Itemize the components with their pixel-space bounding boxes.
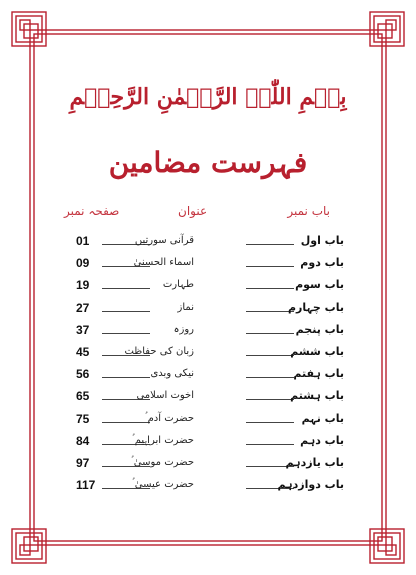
header-topic: عنوان [178, 204, 208, 218]
page-number: 45 [76, 345, 90, 359]
corner-ornament-top-right [370, 12, 404, 46]
table-row [0, 297, 416, 319]
topic-title: زبان کی حفاظت [124, 346, 194, 357]
table-row [0, 252, 416, 274]
chapter-label: باب اول [300, 234, 344, 247]
chapter-label: باب پنجم [295, 322, 344, 336]
table-row [0, 408, 416, 430]
chapter-label: باب سوم [295, 278, 344, 292]
chapter-label: باب ہشتم [290, 389, 344, 403]
leader-line [246, 355, 294, 356]
page-number: 27 [76, 300, 90, 315]
corner-ornament-bottom-right [370, 529, 404, 563]
table-row [0, 430, 416, 452]
corner-ornament-top-left [12, 12, 46, 46]
header-chapter-number: باب نمبر [287, 204, 330, 218]
topic-title: طہارت [162, 279, 194, 291]
leader-line [246, 288, 294, 289]
leader-line [246, 333, 294, 334]
chapter-label: باب چہارم [287, 300, 344, 314]
leader-line [246, 444, 294, 445]
table-row [0, 274, 416, 296]
topic-title: روزہ [173, 323, 194, 335]
leader-line [246, 266, 294, 267]
leader-line [246, 422, 294, 423]
page-number: 56 [76, 367, 90, 382]
leader-line [246, 311, 294, 312]
chapter-label: باب یازدہم [285, 456, 344, 469]
page-number: 37 [76, 322, 90, 337]
page-number: 19 [76, 278, 90, 293]
topic-title: اسماء الحسنیٰ [133, 257, 194, 269]
page-number: 65 [76, 389, 90, 404]
chapter-label: باب دہم [300, 433, 344, 447]
bismillah-heading: بِسۡمِ اللّٰہِ الرَّحۡمٰنِ الرَّحِیۡمِ [69, 84, 347, 110]
table-row [0, 341, 416, 363]
table-row [0, 319, 416, 341]
chapter-label: باب دوم [300, 256, 344, 270]
chapter-label: باب ششم [290, 345, 344, 358]
chapter-label: باب ہفتم [293, 367, 344, 381]
page-number: 01 [76, 234, 90, 248]
topic-title: نیکی وبدی [150, 368, 194, 380]
table-row [0, 452, 416, 474]
topic-title: حضرت موسیٰ ؑ [131, 457, 194, 468]
topic-title: حضرت آدم ؑ [145, 412, 194, 424]
chapter-label: باب دوازدہم [277, 478, 344, 492]
page-number: 97 [76, 456, 90, 470]
header-page-number: صفحہ نمبر [64, 204, 120, 218]
page-title: فہرست مضامین [108, 146, 308, 179]
table-row [0, 363, 416, 385]
table-row [0, 474, 416, 496]
topic-title: نماز [177, 301, 194, 313]
corner-ornament-bottom-left [12, 529, 46, 563]
topic-title: قرآنی سورتیں [134, 235, 194, 246]
topic-title: حضرت عیسیٰ ؑ [132, 479, 194, 491]
page-number: 09 [76, 256, 90, 271]
page-number: 117 [76, 478, 96, 493]
table-row [0, 385, 416, 407]
topic-title: اخوت اسلامی [136, 390, 194, 402]
leader-line [246, 399, 294, 400]
table-row [0, 230, 416, 252]
topic-title: حضرت ابراہیم ؑ [132, 434, 194, 446]
leader-line [246, 377, 294, 378]
page-number: 84 [76, 433, 90, 448]
leader-line [246, 244, 294, 245]
chapter-label: باب نہم [301, 411, 344, 425]
page-number: 75 [76, 411, 90, 426]
